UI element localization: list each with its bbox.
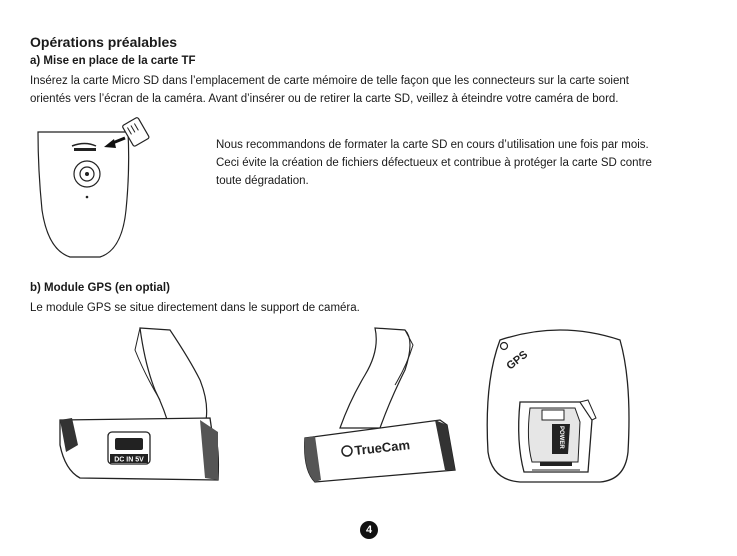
page-number: 4	[360, 521, 378, 539]
page-title: Opérations préalables	[30, 34, 178, 50]
section-b-paragraph: Le module GPS se situe directement dans le support de caméra.	[30, 302, 360, 314]
dc-in-label: DC IN 5V	[114, 456, 144, 464]
format-note-line-2: Ceci évite la création de fichiers défectueux et contribue à protéger la carte SD contre	[216, 157, 652, 169]
gps-mount-right-illustration	[295, 320, 475, 490]
gps-mount-left-illustration	[50, 320, 280, 490]
format-note-line-3: toute dégradation.	[216, 175, 309, 187]
format-note	[216, 136, 716, 190]
section-a-heading: a) Mise en place de la carte TF	[30, 55, 196, 67]
section-a-paragraph	[30, 72, 720, 108]
section-a-line-2: orientés vers l’écran de la caméra. Avant d’insérer ou de retirer la carte SD, veillez à éteindre votre caméra de bord.	[30, 93, 619, 105]
usb-port-icon	[115, 438, 143, 450]
brand-label: TrueCam	[353, 437, 411, 458]
section-a-line-1: Insérez la carte Micro SD dans l’emplacement de carte mémoire de telle façon que les connecteurs sur la carte soient	[30, 75, 629, 87]
mount-bottom-illustration	[480, 322, 640, 484]
format-note-line-1: Nous recommandons de formater la carte SD en cours d’utilisation une fois par mois.	[216, 139, 649, 151]
power-label: POWER	[558, 426, 564, 449]
section-b-heading: b) Module GPS (en optial)	[30, 282, 170, 294]
camera-sd-illustration	[30, 110, 160, 260]
gps-label: GPS	[504, 348, 531, 373]
